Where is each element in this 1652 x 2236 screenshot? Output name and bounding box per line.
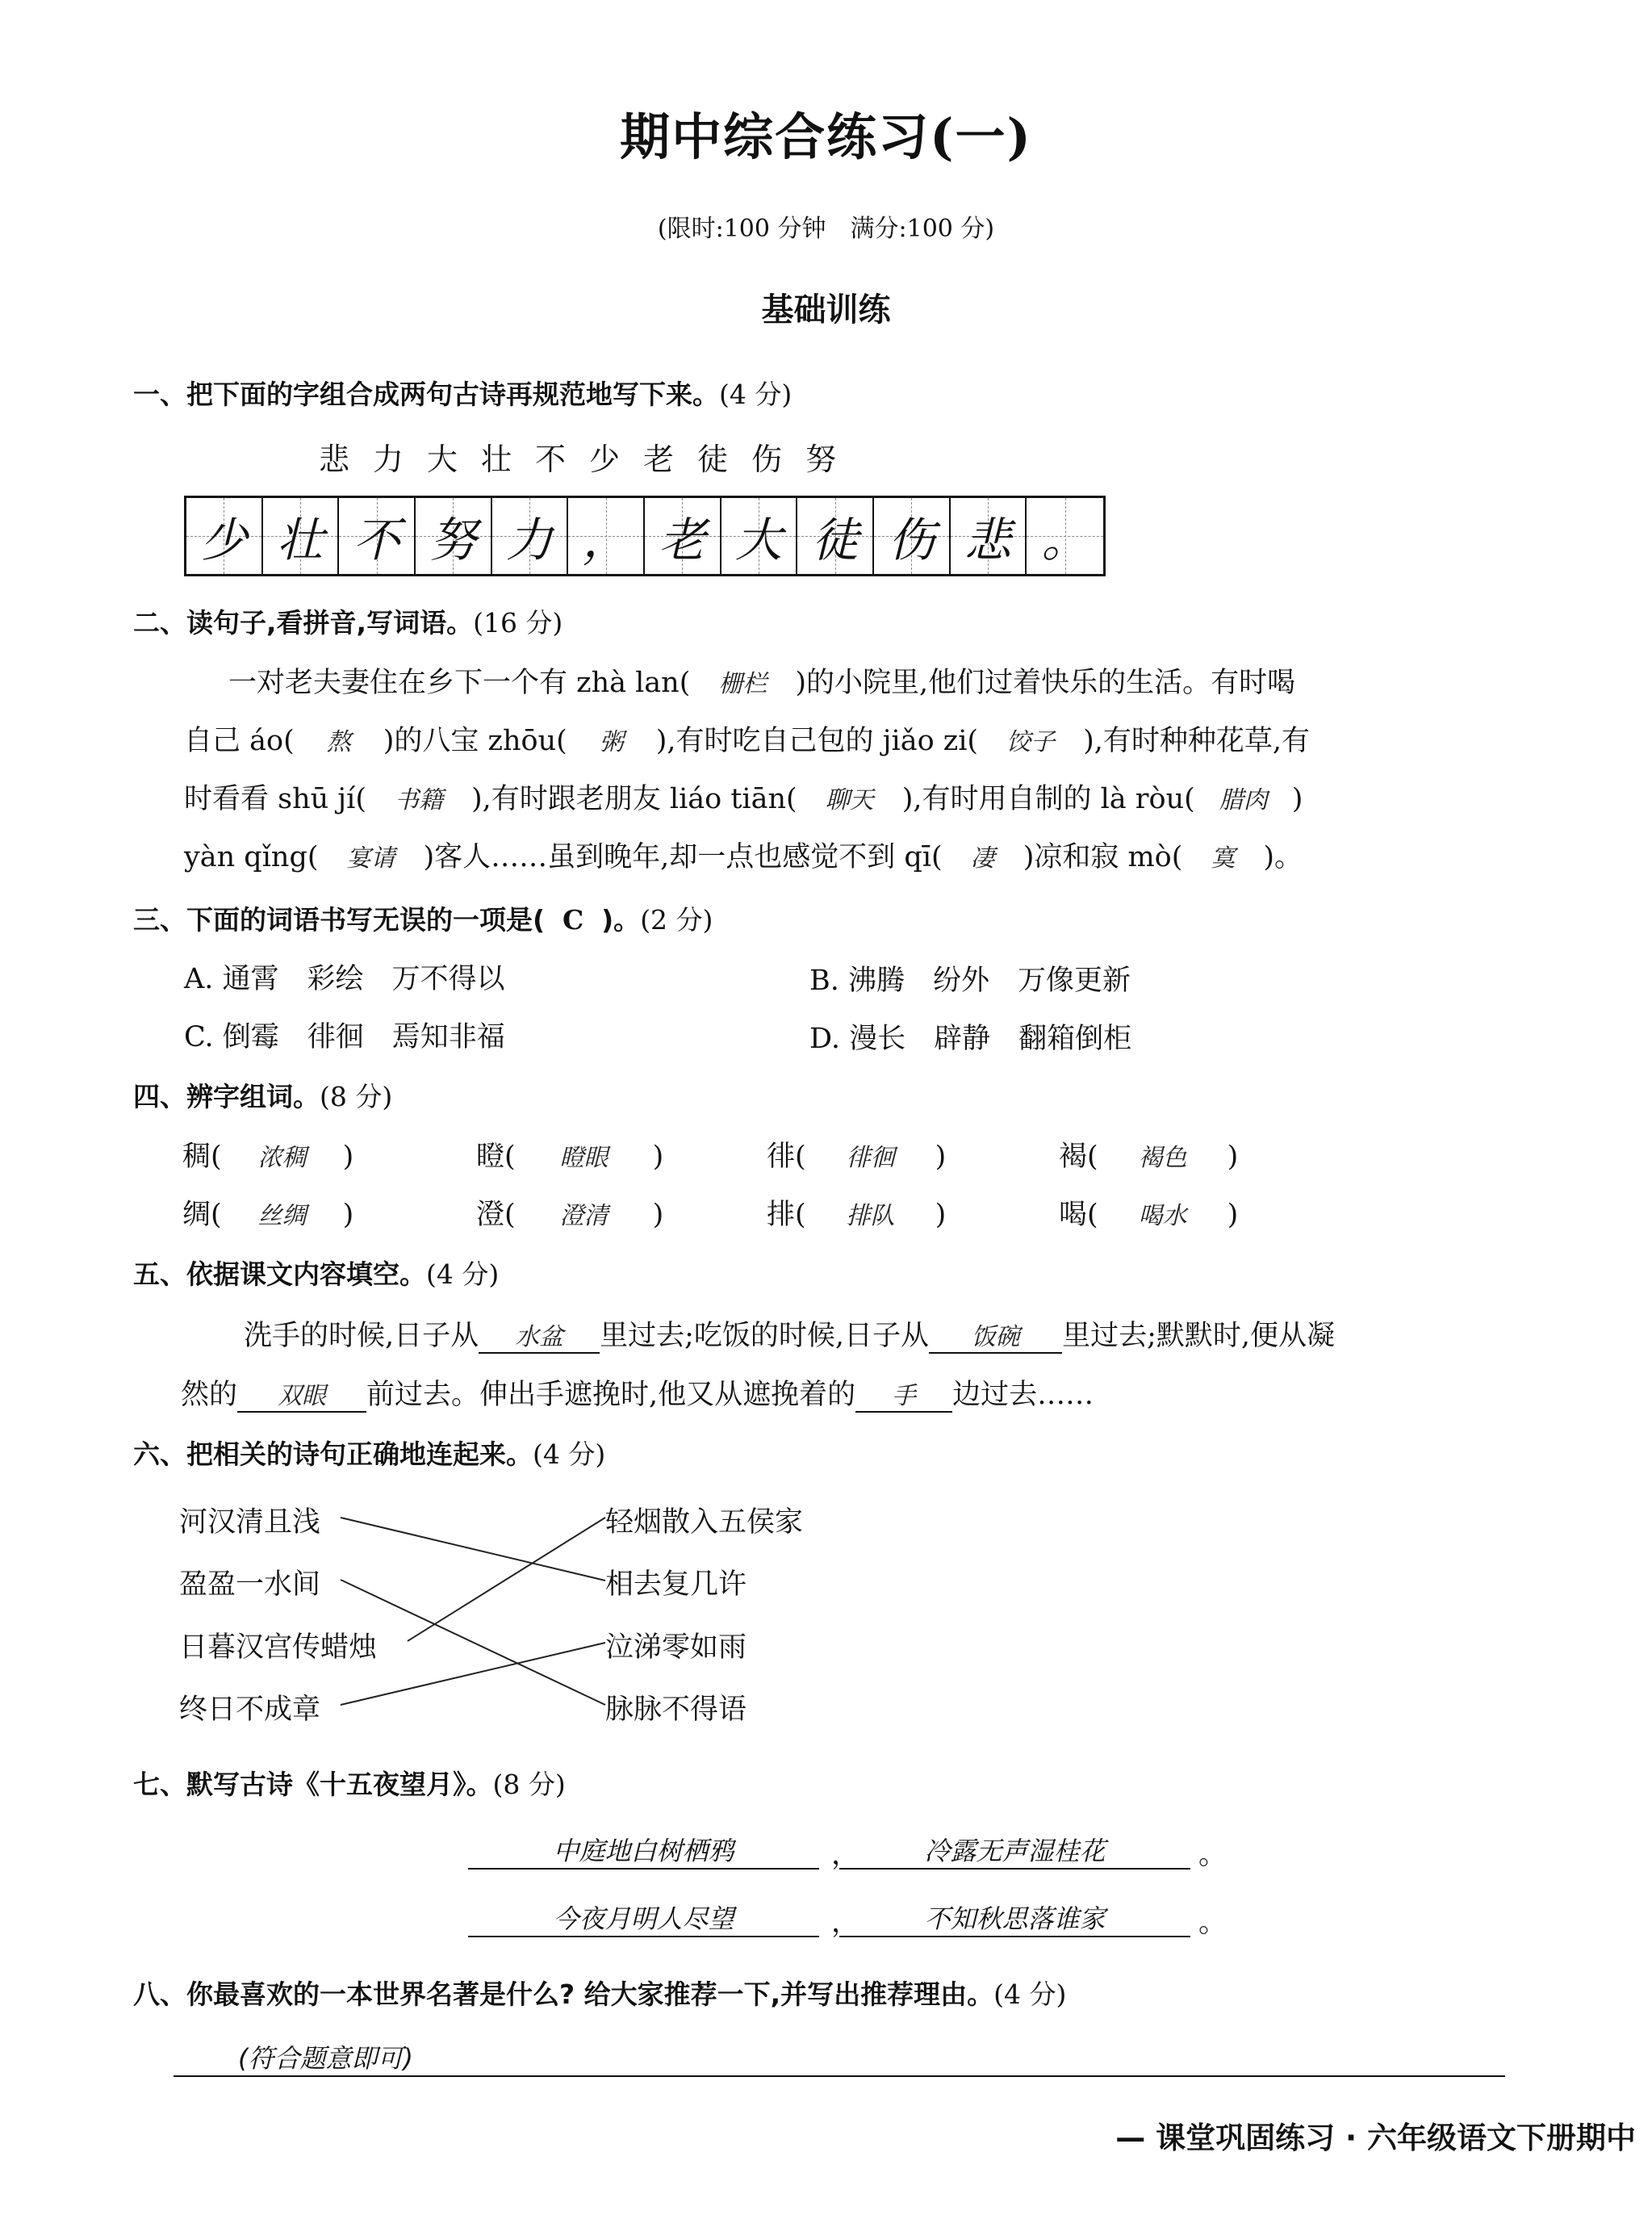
q5-text: 前过去。伸出手遮挽时,他又从遮挽着的 <box>366 1379 856 1411</box>
q2-text: ),有时用自制的 là ròu( <box>901 783 1195 815</box>
q5-blank-4: 手 <box>855 1376 952 1413</box>
q1-grid-char: 徒 <box>811 513 859 567</box>
q2-text: ),有时种种花草,有 <box>1083 725 1310 757</box>
q1-grid-char: ， <box>582 513 629 567</box>
q4-close: ) <box>935 1141 947 1173</box>
q2-text: 一对老夫妻住在乡下一个有 zhà lan( <box>228 667 691 699</box>
q3-answer: C <box>562 904 584 936</box>
q4-close: ) <box>1227 1199 1239 1231</box>
q2-text: ) <box>1291 783 1303 815</box>
q2-answer-4: 饺子 <box>1006 728 1056 756</box>
q2-points: (16 分) <box>473 607 563 639</box>
q4-points: (8 分) <box>320 1081 393 1112</box>
q6-right-1: 轻烟散入五侯家 <box>605 1506 804 1539</box>
q5-points: (4 分) <box>426 1258 500 1290</box>
q8-points: (4 分) <box>993 1978 1067 2010</box>
q2-text: ),有时跟老朋友 liáo tiān( <box>471 783 797 815</box>
q3-option-c: C. 倒霉 徘徊 焉知非福 <box>184 1021 505 1053</box>
q2-answer-6: 聊天 <box>825 786 874 814</box>
q2-answer-1: 栅栏 <box>718 670 767 698</box>
q6-line <box>341 1518 605 1581</box>
q2-heading-text: 二、读句子,看拼音,写词语。 <box>133 607 474 639</box>
q4-char: 绸( <box>182 1199 222 1231</box>
q1-characters: 悲力大壮不少老徒伤努 <box>319 442 860 477</box>
q2-text: )客人……虽到晚年,却一点也感觉不到 qī( <box>423 841 943 873</box>
q3-option-b: B. 沸腾 纷外 万像更新 <box>809 965 1131 997</box>
q6-line <box>341 1643 605 1705</box>
q4-answer: 浓稠 <box>257 1144 307 1172</box>
q5-blank-2: 饭碗 <box>929 1317 1062 1354</box>
q4-close: ) <box>935 1199 947 1231</box>
q6-right-4: 脉脉不得语 <box>605 1694 747 1726</box>
q4-close: ) <box>1227 1141 1239 1173</box>
q4-answer: 瞪眼 <box>559 1144 609 1172</box>
q2-text: 时看看 shū jí( <box>184 783 366 815</box>
q6-left-3: 日暮汉宫传蜡烛 <box>179 1631 378 1664</box>
q2-text: 自己 áo( <box>184 725 295 757</box>
q2-answer-2: 熬 <box>326 728 351 756</box>
q7-blank-3: 今夜月明人尽望 <box>468 1899 819 1937</box>
q2-answer-5: 书籍 <box>395 786 443 814</box>
q2-answer-3: 粥 <box>599 728 624 756</box>
q7-heading-text: 七、默写古诗《十五夜望月》。 <box>133 1769 493 1800</box>
q6-left-2: 盈盈一水间 <box>179 1568 321 1601</box>
q7-period: 。 <box>1198 1839 1227 1871</box>
q7-points: (8 分) <box>492 1769 566 1800</box>
q1-grid-char: 少 <box>200 513 248 567</box>
q6-right-2: 相去复几许 <box>605 1568 747 1601</box>
q7-comma: ， <box>831 1907 860 1939</box>
q6-left-4: 终日不成章 <box>179 1694 321 1726</box>
q5-text: 洗手的时候,日子从 <box>244 1320 479 1352</box>
q4-char: 瞪( <box>476 1141 516 1173</box>
q4-char: 稠( <box>182 1141 222 1173</box>
q2-text: yàn qǐng( <box>184 841 319 873</box>
q5-text: 然的 <box>181 1379 238 1411</box>
q6-right-3: 泣涕零如雨 <box>605 1631 747 1664</box>
q8-answer-line: (符合题意即可) <box>174 2038 1505 2077</box>
q4-heading-text: 四、辨字组词。 <box>133 1081 320 1112</box>
q4-close: ) <box>342 1141 354 1173</box>
q1-grid-char: 伤 <box>888 513 935 567</box>
q4-char: 褐( <box>1059 1141 1098 1173</box>
q3-heading-text: 三、下面的词语书写无误的一项是( <box>133 904 546 936</box>
time-score-info: (限时:100 分钟 满分:100 分) <box>657 215 995 243</box>
q7-blank-1: 中庭地白树栖鸦 <box>468 1831 819 1870</box>
q5-text: 里过去;吃饭的时候,日子从 <box>600 1320 930 1352</box>
q4-char: 喝( <box>1059 1199 1098 1231</box>
q2-answer-9: 凄 <box>970 844 995 873</box>
q5-heading-text: 五、依据课文内容填空。 <box>133 1258 426 1290</box>
q8-heading <box>133 1974 1066 2012</box>
section-title: 基础训练 <box>761 291 891 329</box>
q1-heading-text: 一、把下面的字组合成两句古诗再规范地写下来。 <box>133 379 719 410</box>
q1-grid-char: 悲 <box>964 513 1012 567</box>
q3-option-a: A. 通霄 彩绘 万不得以 <box>184 963 505 995</box>
q5-text: 里过去;默默时,便从凝 <box>1062 1320 1335 1352</box>
q6-heading-text: 六、把相关的诗句正确地连起来。 <box>133 1438 533 1470</box>
q4-answer: 澄清 <box>559 1202 609 1230</box>
q4-close: ) <box>652 1141 664 1173</box>
q3-points: (2 分) <box>640 904 713 936</box>
q6-left-1: 河汉清且浅 <box>179 1506 321 1539</box>
q1-grid-char: 壮 <box>277 513 324 567</box>
q2-text: )的八宝 zhōu( <box>383 725 567 757</box>
q4-char: 排( <box>767 1199 806 1231</box>
q4-answer: 褐色 <box>1138 1144 1187 1172</box>
q7-comma: ， <box>831 1839 860 1871</box>
q1-grid-char: 努 <box>429 513 477 567</box>
q7-blank-2: 冷露无声湿桂花 <box>839 1831 1190 1870</box>
q8-heading-text: 八、你最喜欢的一本世界名著是什么? 给大家推荐一下,并写出推荐理由。 <box>133 1978 994 2010</box>
q2-text: )凉和寂 mò( <box>1023 841 1183 873</box>
q6-points: (4 分) <box>533 1438 606 1470</box>
q4-answer: 丝绸 <box>257 1202 307 1230</box>
q5-blank-1: 水盆 <box>479 1317 600 1354</box>
q2-text: )。 <box>1263 841 1303 873</box>
q4-answer: 排队 <box>846 1202 895 1230</box>
q3-heading-text-end: )。 <box>601 904 641 936</box>
q2-text: ),有时吃自己包的 jiǎo zi( <box>655 725 979 757</box>
q2-answer-7: 腊肉 <box>1219 786 1268 814</box>
q7-period: 。 <box>1198 1907 1227 1939</box>
q2-text: )的小院里,他们过着快乐的生活。有时喝 <box>795 667 1296 699</box>
q2-answer-8: 宴请 <box>346 844 395 873</box>
q6-line <box>408 1518 605 1641</box>
q4-answer: 徘徊 <box>846 1144 895 1172</box>
page-footer: — 课堂巩固练习 · 六年级语文下册期中 <box>1115 2121 1636 2155</box>
page-title: 期中综合练习(一) <box>620 107 1032 166</box>
q4-char: 徘( <box>767 1141 806 1173</box>
q5-text: 边过去…… <box>952 1379 1094 1411</box>
q1-grid-char: 力 <box>506 513 554 567</box>
q3-option-d: D. 漫长 辟静 翻箱倒柜 <box>809 1023 1132 1055</box>
q4-char: 澄( <box>476 1199 516 1231</box>
q1-points: (4 分) <box>719 379 793 410</box>
q2-answer-10: 寞 <box>1211 844 1236 873</box>
q4-close: ) <box>652 1199 664 1231</box>
q4-answer: 喝水 <box>1138 1202 1187 1230</box>
q1-grid-char: 不 <box>353 513 400 567</box>
q6-line <box>341 1580 605 1705</box>
q1-grid-char: 。 <box>1041 513 1089 567</box>
q7-heading <box>133 1764 566 1802</box>
q4-close: ) <box>342 1199 354 1231</box>
q5-blank-3: 双眼 <box>237 1376 366 1413</box>
q1-grid-char: 大 <box>735 513 783 567</box>
q1-grid-char: 老 <box>659 513 706 567</box>
q7-blank-4: 不知秋思落谁家 <box>839 1899 1190 1937</box>
